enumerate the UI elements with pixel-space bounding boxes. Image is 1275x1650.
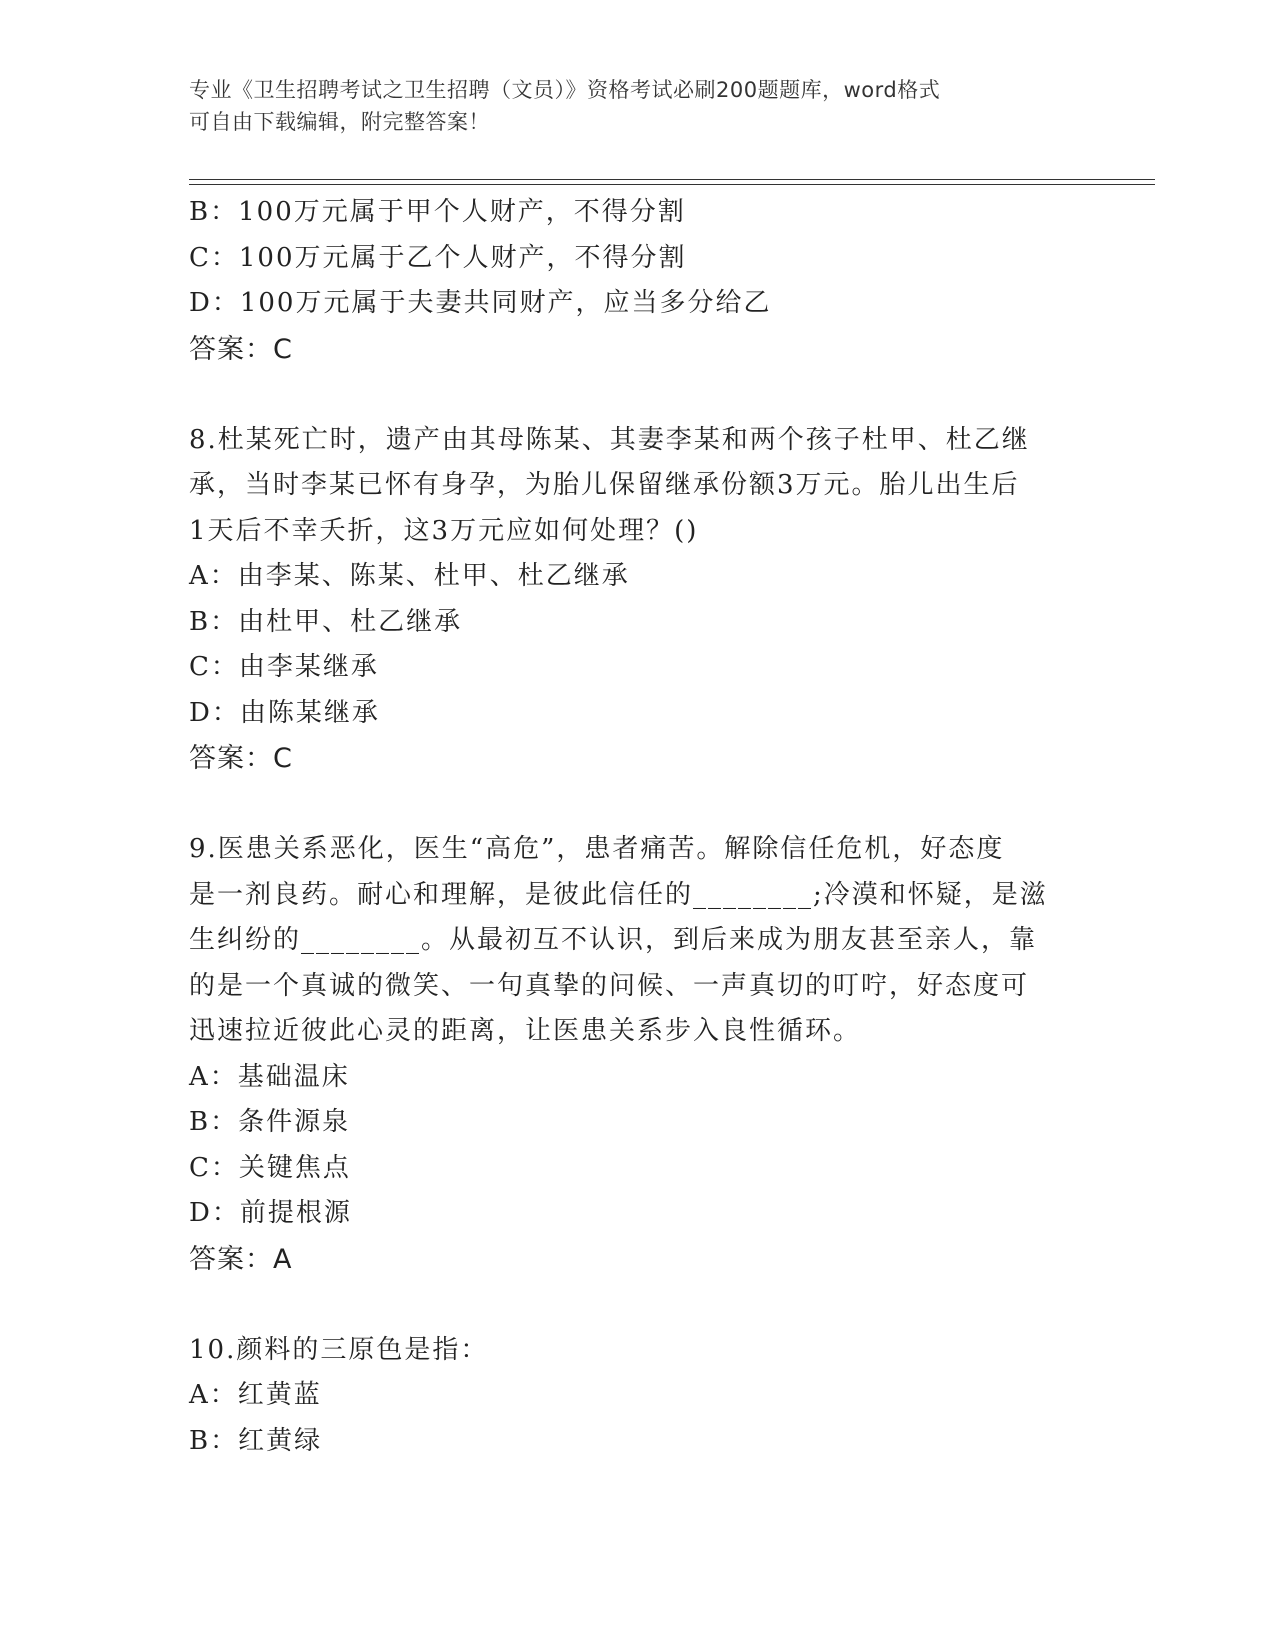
answer-line: 答案：C xyxy=(189,743,293,774)
question-stem: 8.杜某死亡时，遗产由其母陈某、其妻李某和两个孩子杜甲、杜乙继 xyxy=(189,424,1030,455)
question-9 xyxy=(189,827,1069,1282)
question-stem: 的是一个真诚的微笑、一句真挚的问候、一声真切的叮咛，好态度可 xyxy=(189,970,1030,1001)
header-title-line-1: 专业《卫生招聘考试之卫生招聘（文员）》资格考试必刷200题题库，word格式 xyxy=(189,78,941,102)
option-d: D：由陈某继承 xyxy=(189,697,380,728)
question-stem: 生纠纷的________。从最初互不认识，到后来成为朋友甚至亲人，靠 xyxy=(189,925,1038,955)
question-stem: 承，当时李某已怀有身孕，为胎儿保留继承份额3万元。胎儿出生后 xyxy=(189,470,1020,500)
option-c: C：关键焦点 xyxy=(189,1152,351,1183)
option-a: A：基础温床 xyxy=(189,1061,350,1092)
question-list xyxy=(189,190,1069,1464)
question-7-tail xyxy=(189,190,1069,372)
question-stem: 9.医患关系恶化，医生“高危”，患者痛苦。解除信任危机，好态度 xyxy=(189,834,1005,864)
spacer xyxy=(189,372,1069,418)
header-divider-top xyxy=(189,179,1155,180)
question-stem: 是一剂良药。耐心和理解，是彼此信任的________;冷漠和怀疑，是滋 xyxy=(189,879,1048,910)
header-title-line-2: 可自由下载编辑，附完整答案！ xyxy=(189,110,490,134)
question-stem: 迅速拉近彼此心灵的距离，让医患关系步入良性循环。 xyxy=(189,1016,862,1046)
question-8 xyxy=(189,418,1069,782)
option-b: B：条件源泉 xyxy=(189,1107,351,1137)
option-a: A：红黄蓝 xyxy=(189,1380,322,1410)
question-stem: 1天后不幸夭折，这3万元应如何处理？() xyxy=(189,515,699,546)
option-c: C：100万元属于乙个人财产，不得分割 xyxy=(189,242,687,273)
answer-line: 答案：A xyxy=(189,1243,293,1275)
question-stem: 10.颜料的三原色是指： xyxy=(189,1334,489,1365)
option-d: D：100万元属于夫妻共同财产，应当多分给乙 xyxy=(189,288,772,318)
document-header xyxy=(189,74,1089,138)
header-divider-bottom xyxy=(189,184,1155,185)
answer-line: 答案：C xyxy=(189,333,293,365)
question-10 xyxy=(189,1328,1069,1465)
option-c: C：由李某继承 xyxy=(189,652,379,682)
spacer xyxy=(189,782,1069,828)
option-b: B：红黄绿 xyxy=(189,1425,323,1456)
option-b: B：由杜甲、杜乙继承 xyxy=(189,606,463,637)
option-b: B：100万元属于甲个人财产，不得分割 xyxy=(189,197,686,227)
option-d: D：前提根源 xyxy=(189,1198,352,1228)
option-a: A：由李某、陈某、杜甲、杜乙继承 xyxy=(189,561,630,591)
spacer xyxy=(189,1282,1069,1328)
